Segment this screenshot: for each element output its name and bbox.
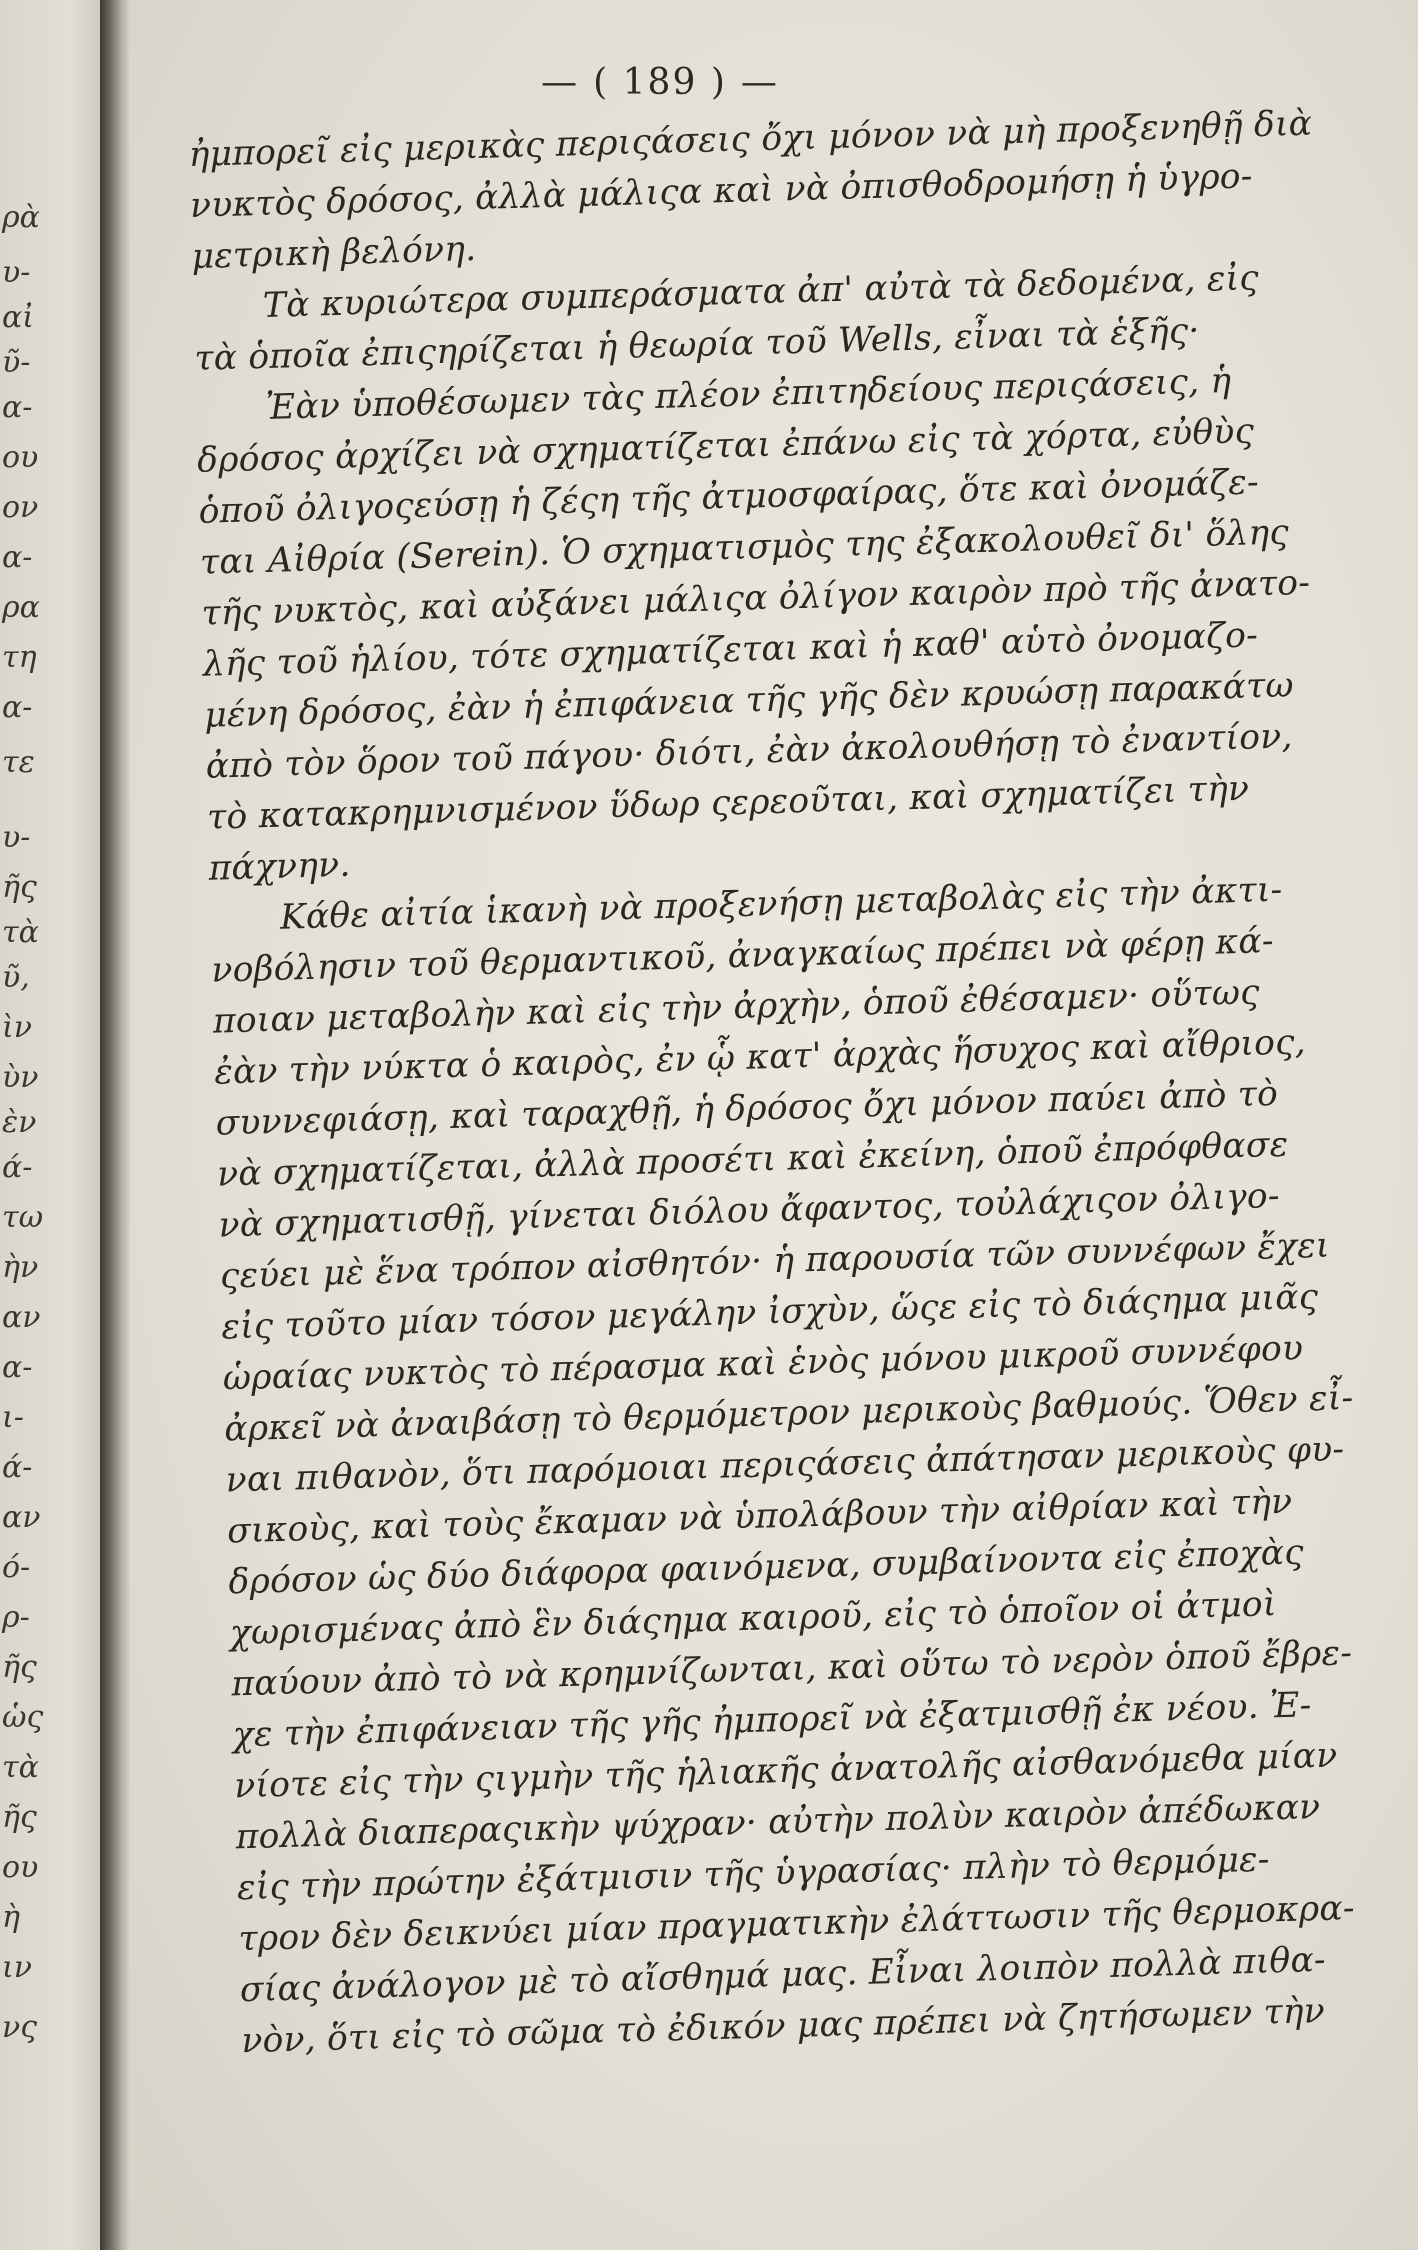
text-line: νὸν, ὅτι εἰς τὸ σῶμα τὸ ἐδικόν μας πρέπει νὰ ζητήσωμεν τὴν bbox=[240, 1990, 1326, 2062]
page-number: 189 bbox=[622, 62, 698, 103]
facing-page-fragment: ὶν bbox=[2, 1010, 32, 1045]
facing-page-fragment: υ- bbox=[2, 820, 31, 855]
facing-page-fragment: ῆς bbox=[2, 1800, 37, 1835]
facing-page-fragment: ι- bbox=[2, 1400, 24, 1435]
text-line: πολλὰ διαπεραςικὴν ψύχραν· αὐτὴν πολὺν καιρὸν ἀπέδωκαν bbox=[235, 1787, 1321, 1858]
text-line: λῆς τοῦ ἡλίου, τότε σχηματίζεται καὶ ἡ καθ' αὑτὸ ὀνομαζο- bbox=[202, 615, 1259, 685]
facing-page-fragment: ον bbox=[2, 490, 39, 525]
text-line: Τὰ κυριώτερα συμπεράσματα ἀπ' αὐτὰ τὰ δεδομένα, εἰς bbox=[262, 258, 1260, 326]
facing-page-fragment: ιν bbox=[2, 1950, 32, 1985]
facing-page-fragment: τε bbox=[2, 745, 35, 780]
facing-page-fragment: ῦ, bbox=[2, 960, 30, 995]
facing-page-fragment: τὰ bbox=[2, 1750, 39, 1785]
text-line: ται Αἰθρία (Serein). Ὁ σχηματισμὸς της ἐξακολουθεῖ δι' ὅλης bbox=[199, 512, 1290, 583]
facing-page-fragment: ρα bbox=[2, 590, 40, 625]
text-line: ἐὰν τὴν νύκτα ὁ καιρὸς, ἐν ᾧ κατ' ἀρχὰς ἥσυχος καὶ αἴθριος, bbox=[213, 1022, 1307, 1093]
text-line: σίας ἀνάλογον μὲ τὸ αἴσθημά μας. Εἶναι λοιπὸν πολλὰ πιθα- bbox=[239, 1939, 1327, 2011]
text-line: Ἐὰν ὑποθέσωμεν τὰς πλέον ἐπιτηδείους περιςάσεις, ἡ bbox=[265, 360, 1232, 428]
text-line: παύουν ἀπὸ τὸ νὰ κρημνίζωνται, καὶ οὕτω τὸ νερὸν ὁποῦ ἔβρε- bbox=[230, 1633, 1353, 1705]
header-dash-left: — bbox=[541, 62, 580, 103]
facing-page-fragment: ρὰ bbox=[2, 200, 40, 235]
text-line: μετρικὴ βελόνη. bbox=[190, 229, 477, 277]
text-line: νὰ σχηματίζεται, ἀλλὰ προσέτι καὶ ἐκείνη, ὁποῦ ἐπρόφθασε bbox=[216, 1124, 1289, 1195]
text-line: νίοτε εἰς τὴν ςιγμὴν τῆς ἡλιακῆς ἀνατολῆς αἰσθανόμεθα μίαν bbox=[233, 1735, 1338, 1807]
text-line: ποιαν μεταβολὴν καὶ εἰς τὴν ἀρχὴν, ὁποῦ ἐθέσαμεν· οὕτως bbox=[212, 972, 1261, 1042]
text-line: ἀρκεῖ νὰ ἀναιβάσῃ τὸ θερμόμετρον μερικοὺς βαθμούς. Ὅθεν εἶ- bbox=[223, 1377, 1354, 1450]
text-line: ἠμπορεῖ εἰς μερικὰς περιςάσεις ὄχι μόνον νὰ μὴ προξενηθῇ διὰ bbox=[188, 103, 1313, 175]
facing-page-fragment: ά- bbox=[2, 1450, 33, 1485]
text-line: χε τὴν ἐπιφάνειαν τῆς γῆς ἠμπορεῖ νὰ ἐξατμισθῇ ἐκ νέου. Ἐ- bbox=[232, 1685, 1312, 1756]
facing-page-fragment: αν bbox=[2, 1300, 41, 1335]
facing-page-fragment: νς bbox=[2, 2010, 38, 2045]
text-line: τῆς νυκτὸς, καὶ αὐξάνει μάλιςα ὀλίγον καιρὸν πρὸ τῆς ἀνατο- bbox=[200, 562, 1311, 634]
text-line: νυκτὸς δρόσος, ἀλλὰ μάλιςα καὶ νὰ ὀπισθοδρομήσῃ ἡ ὑγρο- bbox=[189, 156, 1254, 226]
text-line: τὸ κατακρημνισμένον ὕδωρ ςερεοῦται, καὶ σχηματίζει τὴν bbox=[206, 768, 1250, 838]
header-paren-left: ( bbox=[593, 62, 610, 103]
header-dash-right: — bbox=[740, 62, 779, 103]
facing-page-fragment: ὲν bbox=[2, 1105, 37, 1140]
facing-page-fragment: ρ- bbox=[2, 1600, 30, 1635]
facing-page-fragment: ου bbox=[2, 1850, 39, 1885]
page-header bbox=[130, 62, 1190, 103]
text-line: Κάθε αἰτία ἱκανὴ νὰ προξενήσῃ μεταβολὰς εἰς τὴν ἀκτι- bbox=[279, 869, 1283, 938]
text-line: δρόσος ἀρχίζει νὰ σχηματίζεται ἐπάνω εἰς τὰ χόρτα, εὐθὺς bbox=[196, 411, 1255, 481]
facing-page-fragment: ὡς bbox=[2, 1700, 44, 1735]
text-line: μένη δρόσος, ἐὰν ἡ ἐπιφάνεια τῆς γῆς δὲν κρυώσῃ παρακάτω bbox=[203, 665, 1295, 736]
facing-page-fragment: ὴν bbox=[2, 1250, 39, 1285]
facing-page-fragment: α- bbox=[2, 390, 33, 425]
facing-page-fragment: υ- bbox=[2, 255, 31, 290]
text-line: τὰ ὁποῖα ἐπιςηρίζεται ἡ θεωρία τοῦ Wells, εἶναι τὰ ἑξῆς· bbox=[193, 310, 1201, 379]
facing-page-fragment: α- bbox=[2, 540, 33, 575]
text-line: δρόσον ὡς δύο διάφορα φαινόμενα, συμβαίνοντα εἰς ἐποχὰς bbox=[228, 1532, 1305, 1603]
facing-page-fragment: ά- bbox=[2, 1150, 33, 1185]
text-line: ἀπὸ τὸν ὅρον τοῦ πάγου· διότι, ἐὰν ἀκολουθήσῃ τὸ ἐναντίον, bbox=[205, 716, 1294, 787]
facing-page-fragment: ῆς bbox=[2, 870, 37, 905]
facing-page-fragment: τω bbox=[2, 1200, 44, 1235]
facing-page-fragment: ῦ- bbox=[2, 345, 31, 380]
facing-page-fragment: ῆς bbox=[2, 1650, 37, 1685]
header-paren-right: ) bbox=[710, 62, 727, 103]
facing-page-fragment: ό- bbox=[2, 1550, 31, 1585]
text-line: εἰς τοῦτο μίαν τόσον μεγάλην ἰσχὺν, ὥςε εἰς τὸ διάςημα μιᾶς bbox=[220, 1276, 1319, 1348]
text-line: ὡραίας νυκτὸς τὸ πέρασμα καὶ ἑνὸς μόνου μικροῦ συννέφου bbox=[222, 1328, 1304, 1399]
text-line: συννεφιάσῃ, καὶ ταραχθῇ, ἡ δρόσος ὄχι μόνον παύει ἀπὸ τὸ bbox=[215, 1073, 1279, 1144]
facing-page-fragment: ὺν bbox=[2, 1060, 39, 1095]
facing-page-fragment: αἰ bbox=[2, 300, 35, 335]
text-line: ναι πιθανὸν, ὅτι παρόμοιαι περιςάσεις ἀπάτησαν μερικοὺς φυ- bbox=[225, 1429, 1345, 1501]
book-page bbox=[130, 0, 1418, 2250]
facing-page-fragment: α- bbox=[2, 690, 33, 725]
text-line: πάχνην. bbox=[208, 844, 352, 889]
facing-page-fragment: α- bbox=[2, 1350, 33, 1385]
facing-page-edge bbox=[0, 0, 100, 2250]
facing-page-fragment: τη bbox=[2, 640, 37, 675]
facing-page-fragment: ου bbox=[2, 440, 39, 475]
text-line: ὁποῦ ὀλιγοςεύσῃ ἡ ζέςη τῆς ἀτμοσφαίρας, ὅτε καὶ ὀνομάζε- bbox=[198, 462, 1260, 532]
book-gutter bbox=[100, 0, 130, 2250]
facing-page-fragment: τὰ bbox=[2, 915, 39, 950]
text-line: νοβόλησιν τοῦ θερμαντικοῦ, ἀναγκαίως πρέπει νὰ φέρῃ κά- bbox=[210, 921, 1275, 991]
text-line: νὰ σχηματισθῇ, γίνεται διόλου ἄφαντος, τοὐλάχιςον ὀλιγο- bbox=[218, 1175, 1281, 1246]
text-line: τρον δὲν δεικνύει μίαν πραγματικὴν ἐλάττωσιν τῆς θερμοκρα- bbox=[237, 1888, 1356, 1960]
text-line: εἰς τὴν πρώτην ἐξάτμισιν τῆς ὑγρασίας· πλὴν τὸ θερμόμε- bbox=[236, 1839, 1271, 1909]
text-line: σικοὺς, καὶ τοὺς ἔκαμαν νὰ ὑπολάβουν τὴν αἰθρίαν καὶ τὴν bbox=[226, 1481, 1293, 1552]
text-line: ςεύει μὲ ἕνα τρόπον αἰσθητόν· ἡ παρουσία τῶν συννέφων ἔχει bbox=[219, 1225, 1331, 1297]
text-line: χωρισμένας ἀπὸ ἓν διάςημα καιροῦ, εἰς τὸ ὁποῖον οἱ ἀτμοὶ bbox=[229, 1584, 1278, 1654]
facing-page-fragment: ὴ bbox=[2, 1900, 20, 1935]
facing-page-fragment: αν bbox=[2, 1500, 41, 1535]
